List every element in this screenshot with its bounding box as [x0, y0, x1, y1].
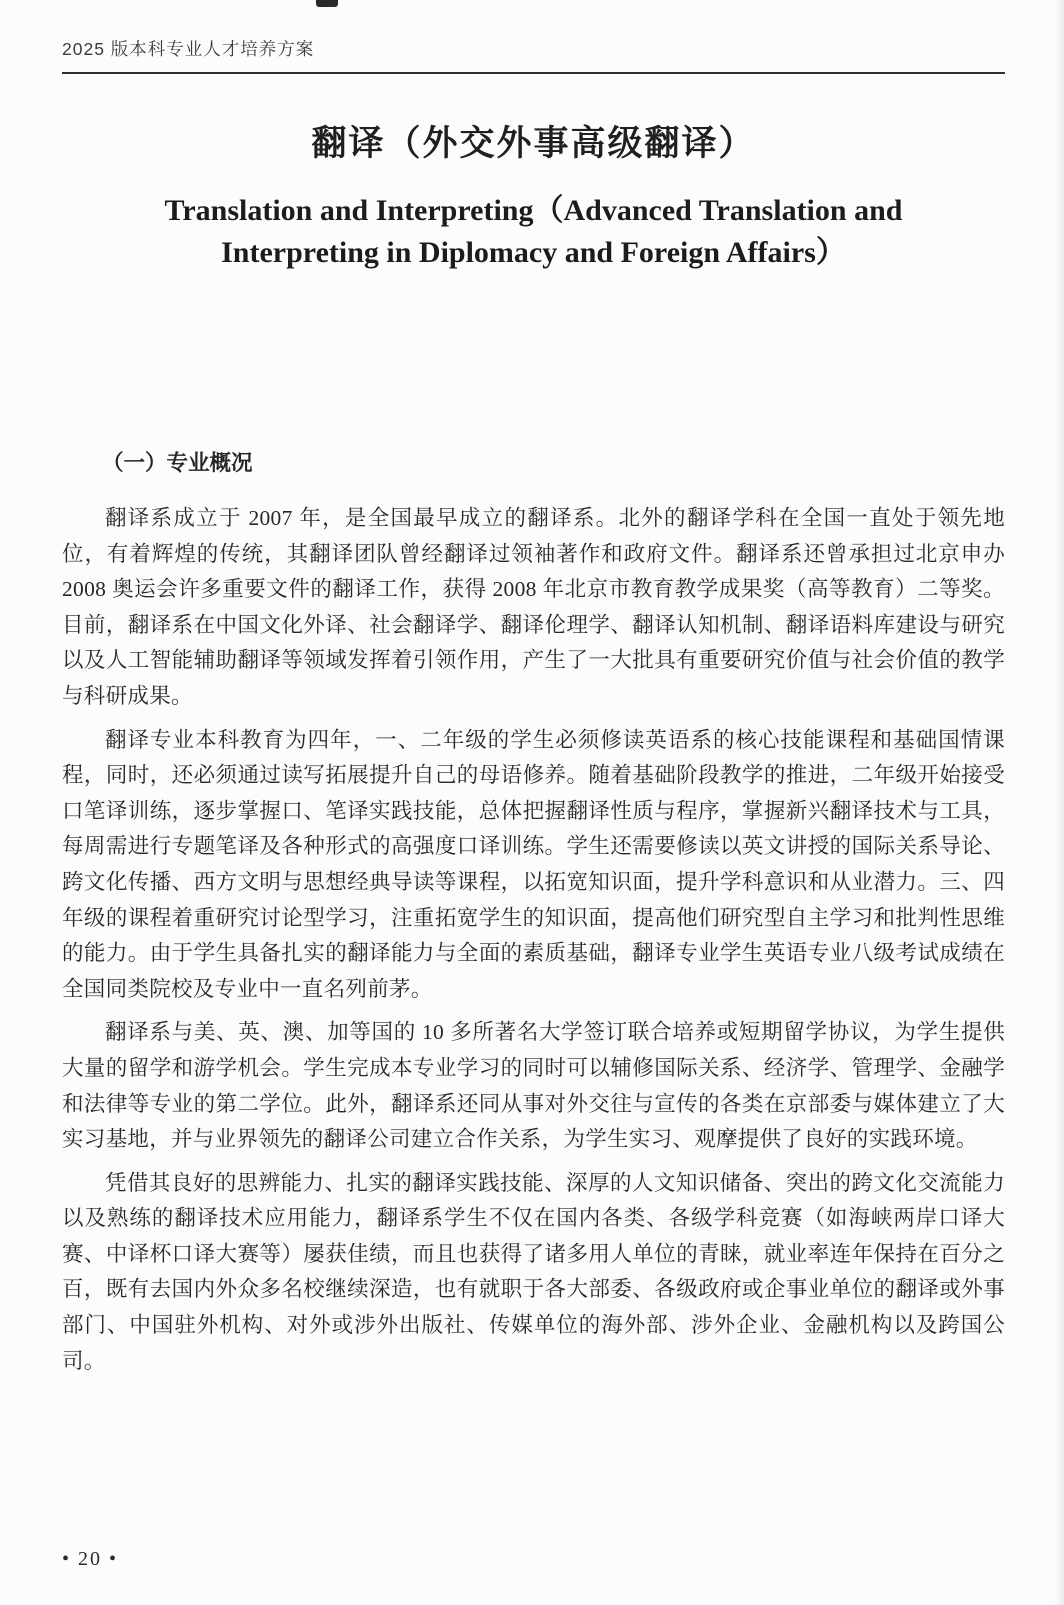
header-rule — [62, 72, 1005, 74]
document-title-chinese: 翻译（外交外事高级翻译） — [311, 124, 756, 163]
scan-artifact — [316, 0, 338, 7]
paragraph-2: 翻译专业本科教育为四年，一、二年级的学生必须修读英语系的核心技能课程和基础国情课程，同时，还必须通过读写拓展提升自己的母语修养。随着基础阶段教学的推进，二年级开始接受口笔译训练，逐步掌握口、笔译实践技能，总体把握翻译性质与程序，掌握新兴翻译技术与工具，每周需进行专题笔译及各种形式的高强度口译训练。学生还需要修读以英文讲授的国际关系导论、跨文化传播、西方文明与思想经典导读等课程，以拓宽知识面，提升学科意识和从业潜力。三、四年级的课程着重研究讨论型学习，注重拓宽学生的知识面，提高他们研究型自主学习和批判性思维的能力。由于学生具备扎实的翻译能力与全面的素质基础，翻译专业学生英语专业八级考试成绩在全国同类院校及专业中一直名列前茅。 — [62, 727, 1005, 1001]
paragraph-1: 翻译系成立于 2007 年，是全国最早成立的翻译系。北外的翻译学科在全国一直处于领先地位，有着辉煌的传统，其翻译团队曾经翻译过领袖著作和政府文件。翻译系还曾承担过北京申办 2008 奥运会许多重要文件的翻译工作，获得 2008 年北京市教育教学成果奖（高等教育）二等奖。目前，翻译系在中国文化外译、社会翻译学、翻译伦理学、翻译认知机制、翻译语料库建设与研究以及人工智能辅助翻译等领域发挥着引领作用，产生了一大批具有重要研究价值与社会价值的教学与科研成果。 — [62, 506, 1005, 708]
running-header-title: 2025 版本科专业人才培养方案 — [62, 39, 315, 59]
section-heading-overview: （一）专业概况 — [102, 451, 253, 475]
paragraph-4: 凭借其良好的思辨能力、扎实的翻译实践技能、深厚的人文知识储备、突出的跨文化交流能力以及熟练的翻译技术应用能力，翻译系学生不仅在国内各类、各级学科竞赛（如海峡两岸口译大赛、中译杯口译大赛等）屡获佳绩，而且也获得了诸多用人单位的青睐，就业率连年保持在百分之百，既有去国内外众多名校继续深造，也有就职于各大部委、各级政府或企事业单位的翻译或外事部门、中国驻外机构、对外或涉外出版社、传媒单位的海外部、涉外企业、金融机构以及跨国公司。 — [62, 1170, 1005, 1373]
body-text — [62, 501, 1005, 1379]
document-title-english-line2: Interpreting in Diplomacy and Foreign Affairs） — [221, 236, 846, 269]
document-title-english-line1: Translation and Interpreting（Advanced Translation and — [164, 194, 903, 227]
page-number: • 20 • — [62, 1548, 119, 1570]
paragraph-3: 翻译系与美、英、澳、加等国的 10 多所著名大学签订联合培养或短期留学协议，为学生提供大量的留学和游学机会。学生完成本专业学习的同时可以辅修国际关系、经济学、管理学、金融学和法律等专业的第二学位。此外，翻译系还同从事对外交往与宣传的各类在京部委与媒体建立了大实习基地，并与业界领先的翻译公司建立合作关系，为学生实习、观摩提供了良好的实践环境。 — [62, 1020, 1005, 1152]
page-header — [62, 36, 1005, 74]
document-title-english — [62, 190, 1005, 274]
